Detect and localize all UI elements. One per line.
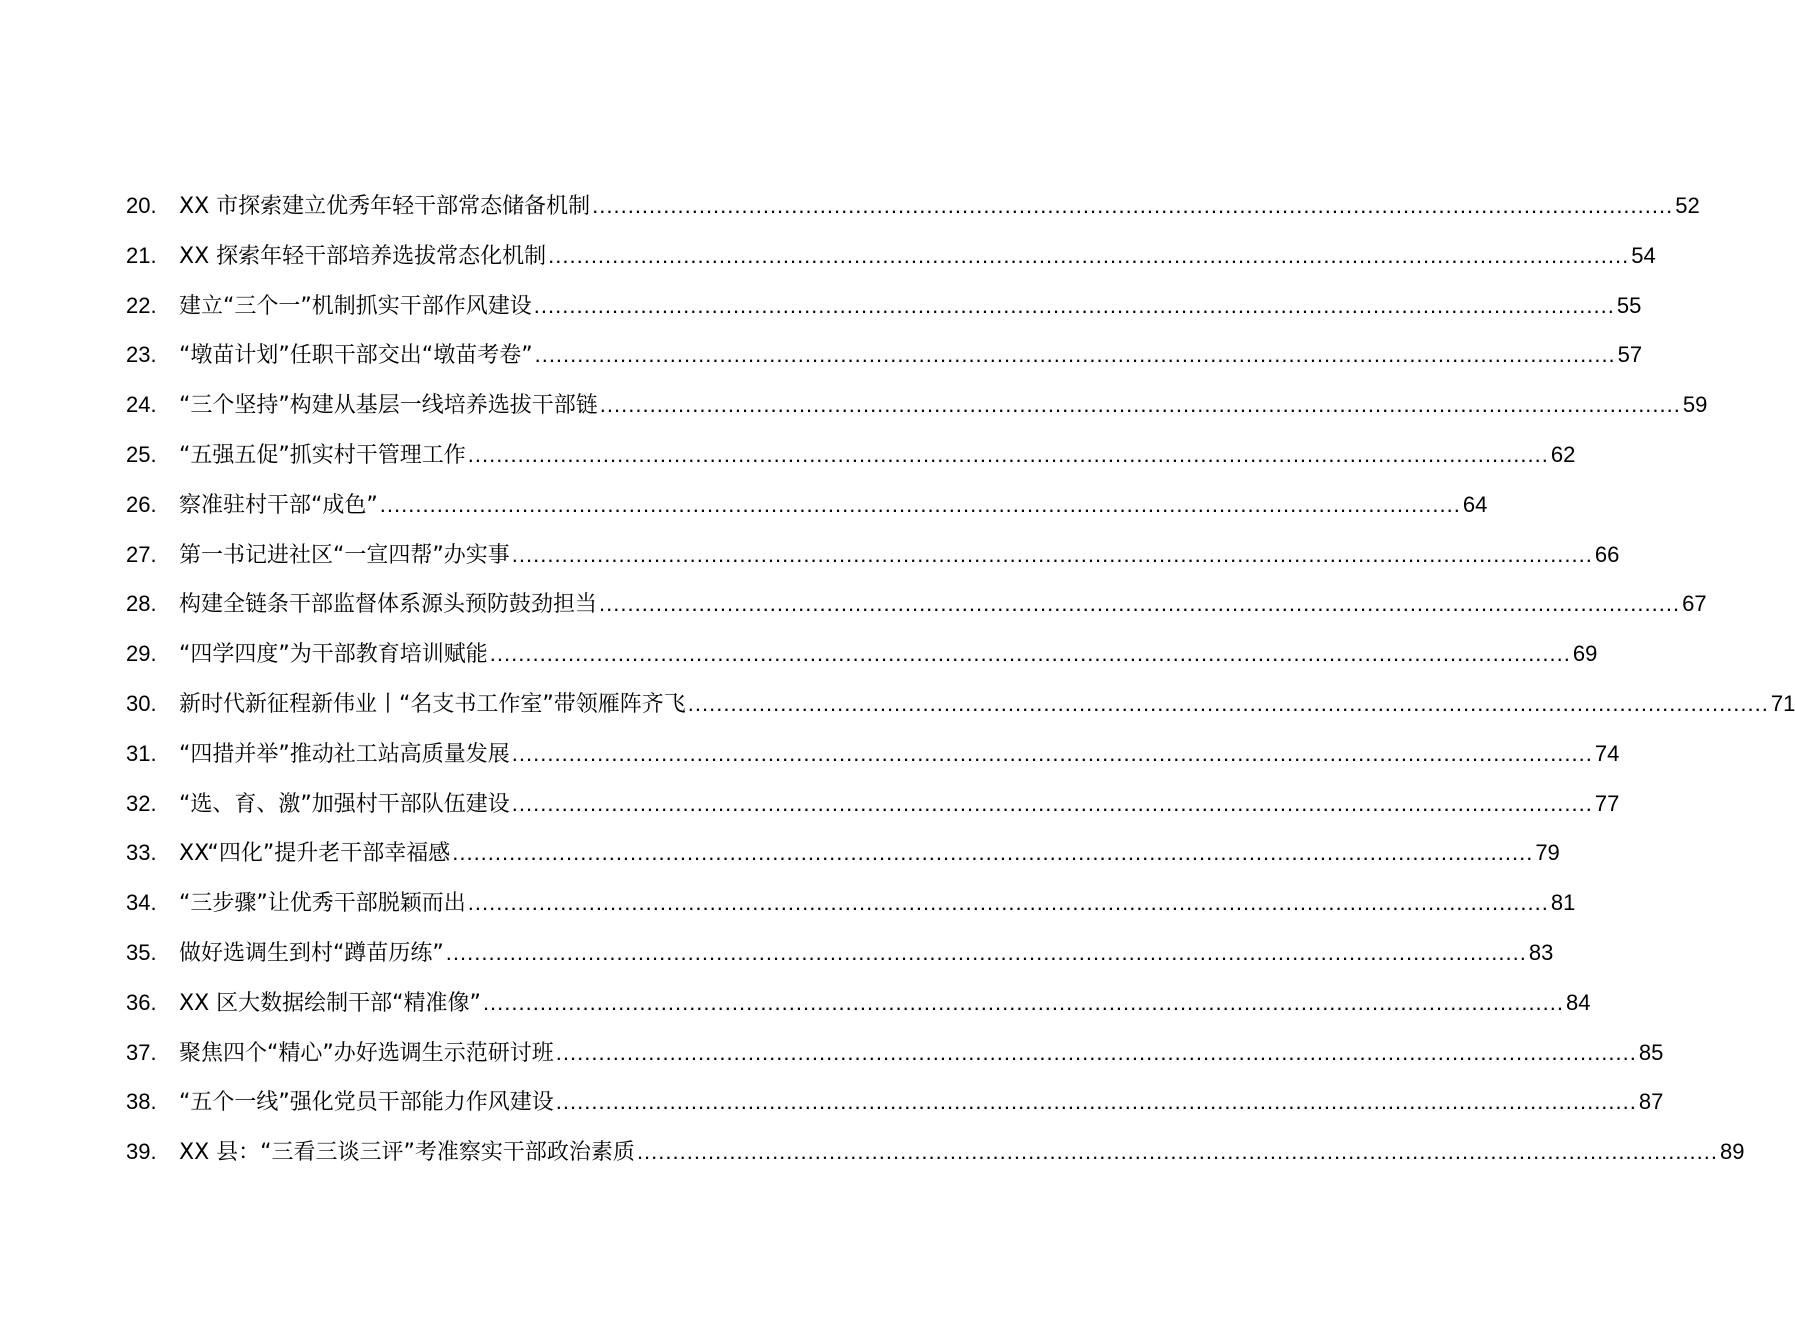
toc-entry-number: 29. <box>126 641 157 667</box>
toc-entry-number: 37. <box>126 1039 157 1065</box>
toc-entry-number: 21. <box>126 242 157 268</box>
toc-entry-number: 32. <box>126 790 157 816</box>
toc-entry-page-number: 74 <box>1594 740 1620 766</box>
toc-entry[interactable] <box>126 786 1620 836</box>
toc-dot-leader <box>468 885 1549 921</box>
toc-dot-leader <box>512 786 1593 822</box>
toc-entry-title: “三个坚持”构建从基层一线培养选拔干部链 <box>179 393 598 419</box>
toc-entry-title: 做好选调生到村“蹲苗历练” <box>179 940 444 966</box>
toc-entry-title: 构建全链条干部监督体系源头预防鼓劲担当 <box>179 592 598 618</box>
toc-entry-number: 36. <box>126 989 157 1015</box>
toc-entry-page-number: 87 <box>1638 1089 1664 1115</box>
toc-dot-leader <box>380 487 1461 523</box>
toc-entry-page-number: 83 <box>1528 939 1554 965</box>
toc-entry-page-number: 69 <box>1572 641 1598 667</box>
toc-entry-number: 34. <box>126 890 157 916</box>
toc-entry[interactable] <box>126 636 1598 686</box>
toc-entry-title: XX 市探索建立优秀年轻干部常态储备机制 <box>179 194 591 219</box>
toc-entry[interactable] <box>126 835 1560 885</box>
toc-dot-leader <box>592 188 1673 224</box>
toc-entry-page-number: 57 <box>1617 342 1643 368</box>
toc-entry-page-number: 89 <box>1720 1139 1745 1165</box>
toc-entry-page-number: 62 <box>1550 441 1576 467</box>
toc-dot-leader <box>535 337 1616 373</box>
toc-entry-number: 30. <box>126 690 157 716</box>
toc-entry-title: “三步骤”让优秀干部脱颖而出 <box>179 891 466 917</box>
toc-dot-leader <box>556 1035 1637 1071</box>
toc-dot-leader <box>548 238 1629 274</box>
toc-entry-page-number: 66 <box>1594 541 1620 567</box>
toc-entry[interactable] <box>126 337 1643 387</box>
toc-entry-title: XX 区大数据绘制干部“精准像” <box>179 990 481 1016</box>
toc-dot-leader <box>637 1134 1718 1170</box>
toc-entry[interactable] <box>126 288 1642 338</box>
toc-dot-leader <box>446 935 1527 971</box>
toc-entry-number: 23. <box>126 342 157 368</box>
toc-entry-title: XX 县：“三看三谈三评”考准察实干部政治素质 <box>179 1140 635 1166</box>
toc-entry[interactable] <box>126 985 1591 1035</box>
toc-entry-page-number: 64 <box>1462 491 1488 517</box>
toc-entry-number: 39. <box>126 1139 157 1165</box>
toc-entry-number: 25. <box>126 441 157 467</box>
table-of-contents <box>126 188 1795 1184</box>
toc-entry-number: 33. <box>126 840 157 866</box>
toc-entry-page-number: 77 <box>1594 790 1620 816</box>
toc-entry-page-number: 67 <box>1682 591 1707 617</box>
toc-entry-number: 38. <box>126 1089 157 1115</box>
toc-dot-leader <box>534 288 1615 324</box>
toc-entry-title: XX“四化”提升老干部幸福感 <box>179 841 451 867</box>
toc-entry-page-number: 59 <box>1682 392 1708 418</box>
toc-entry-number: 26. <box>126 491 157 517</box>
toc-entry[interactable] <box>126 1035 1664 1085</box>
toc-dot-leader <box>599 586 1680 622</box>
toc-dot-leader <box>468 437 1549 473</box>
toc-entry[interactable] <box>126 387 1708 437</box>
toc-dot-leader <box>600 387 1681 423</box>
toc-entry-title: “选、育、激”加强村干部队伍建设 <box>179 791 510 817</box>
toc-entry-title: 聚焦四个“精心”办好选调生示范研讨班 <box>179 1040 554 1066</box>
toc-entry-page-number: 81 <box>1550 890 1576 916</box>
toc-entry[interactable] <box>126 437 1576 487</box>
toc-entry-title: “五个一线”强化党员干部能力作风建设 <box>179 1090 554 1116</box>
toc-entry-title: XX 探索年轻干部培养选拔常态化机制 <box>179 243 547 269</box>
toc-entry-title: “五强五促”抓实村干管理工作 <box>179 442 466 468</box>
toc-entry-number: 28. <box>126 591 157 617</box>
toc-entry-title: “四学四度”为干部教育培训赋能 <box>179 642 488 668</box>
toc-entry-title: 新时代新征程新伟业丨“名支书工作室”带领雁阵齐飞 <box>179 691 686 717</box>
toc-entry-page-number: 71 <box>1770 690 1795 716</box>
toc-entry-title: 察准驻村干部“成色” <box>179 492 378 518</box>
toc-entry-title: 建立“三个一”机制抓实干部作风建设 <box>179 293 532 319</box>
toc-entry[interactable] <box>126 1134 1745 1184</box>
toc-entry[interactable] <box>126 736 1620 786</box>
toc-dot-leader <box>556 1084 1637 1120</box>
toc-entry-number: 22. <box>126 292 157 318</box>
toc-entry[interactable] <box>126 537 1620 587</box>
toc-entry-page-number: 79 <box>1535 840 1560 866</box>
toc-entry-title: “四措并举”推动社工站高质量发展 <box>179 741 510 767</box>
toc-entry[interactable] <box>126 238 1656 288</box>
toc-entry-page-number: 55 <box>1616 292 1642 318</box>
toc-entry-number: 35. <box>126 939 157 965</box>
toc-entry-number: 31. <box>126 740 157 766</box>
toc-dot-leader <box>452 835 1533 871</box>
toc-dot-leader <box>483 985 1564 1021</box>
toc-entry-page-number: 84 <box>1566 989 1591 1015</box>
toc-entry[interactable] <box>126 586 1707 636</box>
toc-dot-leader <box>688 686 1769 722</box>
toc-entry-page-number: 85 <box>1638 1039 1664 1065</box>
toc-entry-title: 第一书记进社区“一宣四帮”办实事 <box>179 542 510 568</box>
toc-entry[interactable] <box>126 487 1488 537</box>
toc-entry[interactable] <box>126 1084 1664 1134</box>
toc-entry[interactable] <box>126 686 1795 736</box>
toc-entry-number: 20. <box>126 193 157 218</box>
toc-entry[interactable] <box>126 935 1554 985</box>
toc-entry[interactable] <box>126 885 1576 935</box>
toc-dot-leader <box>490 636 1571 672</box>
toc-entry-number: 24. <box>126 392 157 418</box>
toc-dot-leader <box>512 537 1593 573</box>
toc-entry-page-number: 54 <box>1631 242 1656 268</box>
toc-entry-title: “墩苗计划”任职干部交出“墩苗考卷” <box>179 343 533 369</box>
toc-entry[interactable] <box>126 188 1700 238</box>
toc-entry-page-number: 52 <box>1675 193 1700 218</box>
toc-entry-number: 27. <box>126 541 157 567</box>
toc-dot-leader <box>512 736 1593 772</box>
